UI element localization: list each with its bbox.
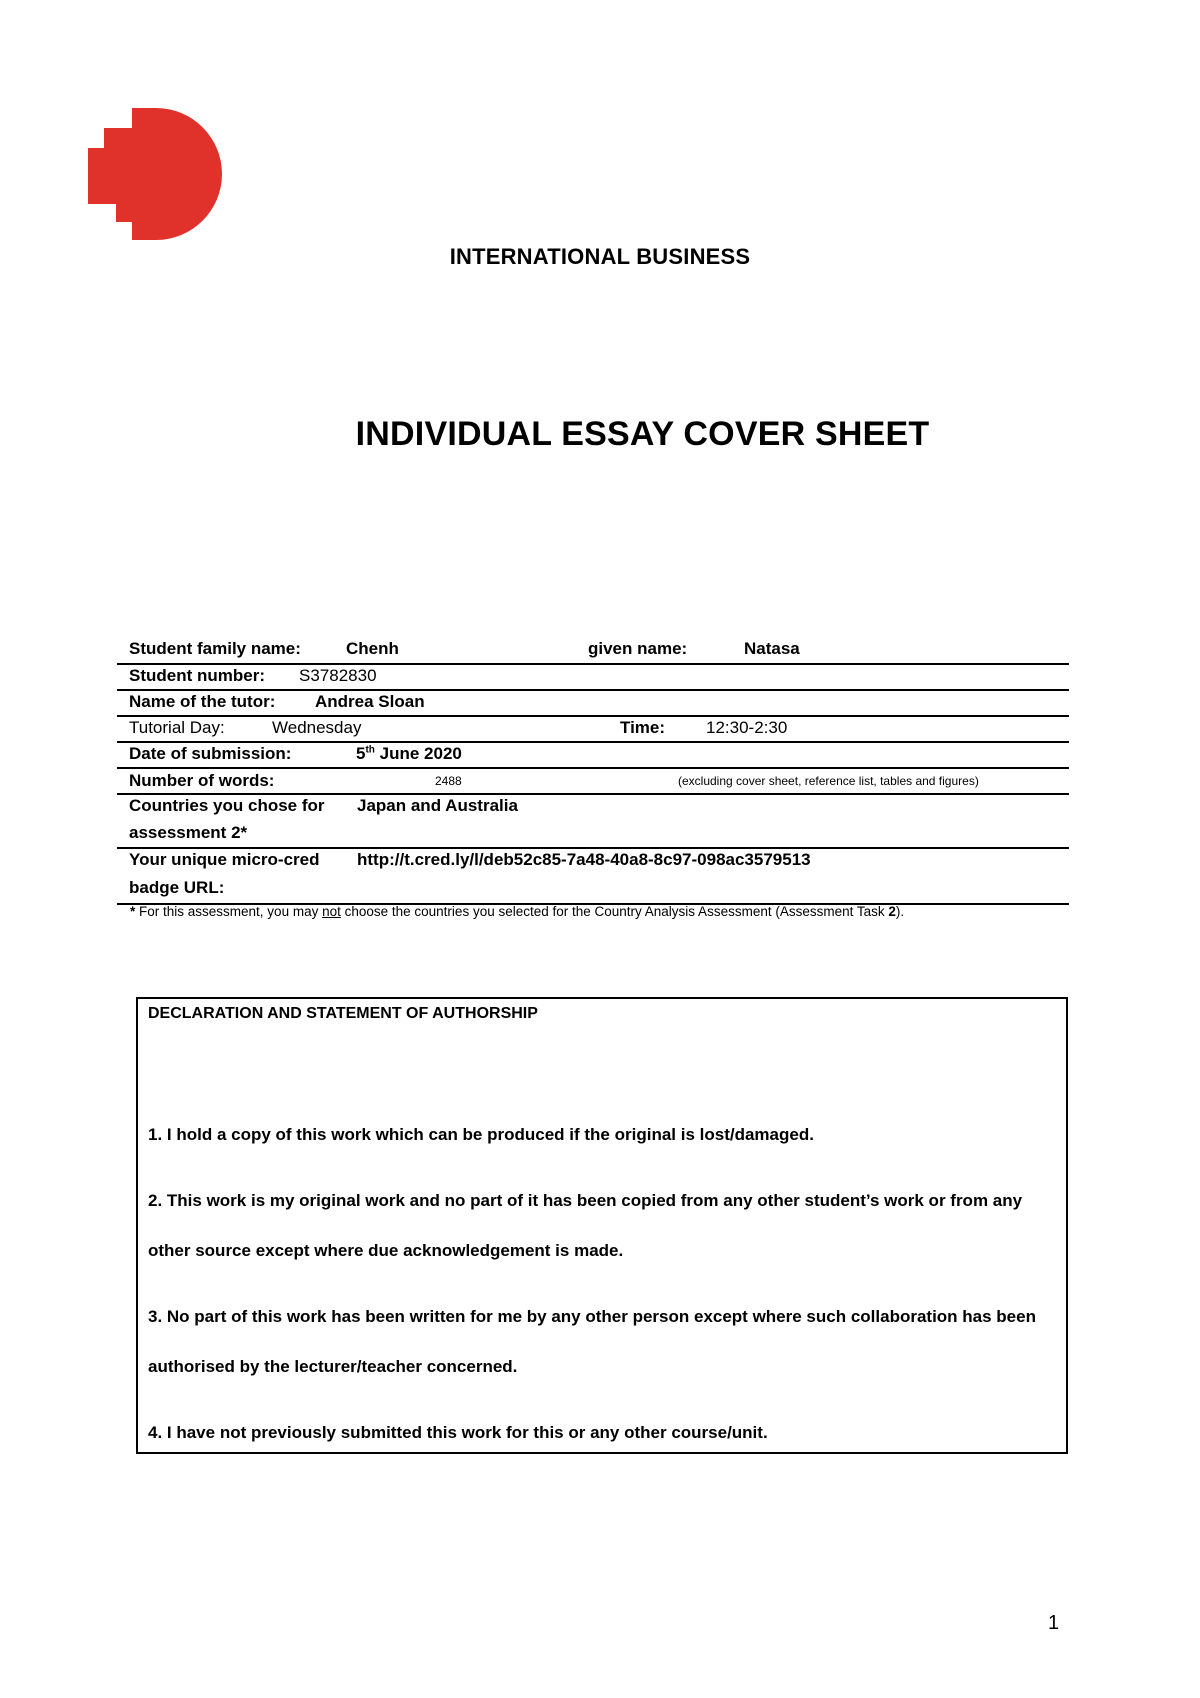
- footnote: * For this assessment, you may not choose the countries you selected for the Country Analysis Assessment (Assessment Task 2).: [130, 904, 905, 919]
- row-word-count: [117, 769, 1069, 795]
- declaration-item-3-line2: authorised by the lecturer/teacher concerned.: [148, 1357, 518, 1376]
- declaration-heading: DECLARATION AND STATEMENT OF AUTHORSHIP: [148, 1005, 538, 1022]
- row-badge: [117, 849, 1069, 905]
- tutor-label: Name of the tutor:: [129, 692, 276, 711]
- student-info-table: [117, 636, 1069, 905]
- words-label: Number of words:: [129, 771, 275, 790]
- university-logo: [88, 108, 224, 240]
- given-name-value: Natasa: [744, 639, 800, 658]
- subject-heading: INTERNATIONAL BUSINESS: [449, 244, 751, 269]
- tutor-value: Andrea Sloan: [315, 692, 425, 711]
- tutorial-day-value: Wednesday: [272, 718, 362, 737]
- submission-value: 5th June 2020: [356, 744, 462, 763]
- time-value: 12:30-2:30: [706, 718, 788, 737]
- row-tutorial: [117, 717, 1069, 743]
- countries-label-line1: Countries you chose for: [129, 796, 325, 815]
- time-label: Time:: [620, 718, 666, 737]
- badge-label-line2: badge URL:: [129, 878, 225, 897]
- declaration-item-2-line2: other source except where due acknowledgement is made.: [148, 1241, 624, 1260]
- page-number: 1: [1048, 1612, 1060, 1634]
- row-family-name: [117, 636, 1069, 665]
- row-countries: [117, 795, 1069, 849]
- given-name-label: given name:: [588, 639, 688, 658]
- declaration-item-3-line1: 3. No part of this work has been written for me by any other person except where such collaboration has been: [148, 1307, 1036, 1326]
- row-tutor: [117, 691, 1069, 717]
- row-student-number: [117, 665, 1069, 691]
- row-submission: [117, 743, 1069, 769]
- badge-url: http://t.cred.ly/l/deb52c85-7a48-40a8-8c97-098ac3579513: [357, 850, 811, 869]
- student-number-value: S3782830: [299, 666, 377, 685]
- family-name-value: Chenh: [346, 639, 399, 658]
- badge-label-line1: Your unique micro-cred: [129, 850, 320, 869]
- submission-label: Date of submission:: [129, 744, 292, 763]
- declaration-item-4: 4. I have not previously submitted this work for this or any other course/unit.: [148, 1423, 768, 1442]
- declaration-item-2-line1: 2. This work is my original work and no part of it has been copied from any other student’s work or from any: [148, 1191, 1023, 1210]
- family-name-label: Student family name:: [129, 639, 301, 658]
- countries-value: Japan and Australia: [357, 796, 518, 815]
- page-title: INDIVIDUAL ESSAY COVER SHEET: [355, 415, 930, 453]
- declaration-box: [136, 997, 1068, 1454]
- words-value: 2488: [435, 774, 462, 788]
- declaration-item-1: 1. I hold a copy of this work which can be produced if the original is lost/damaged.: [148, 1125, 814, 1144]
- words-note: (excluding cover sheet, reference list, tables and figures): [678, 774, 979, 788]
- tutorial-day-label: Tutorial Day:: [129, 718, 225, 737]
- student-number-label: Student number:: [129, 666, 265, 685]
- countries-label-line2: assessment 2*: [129, 823, 248, 842]
